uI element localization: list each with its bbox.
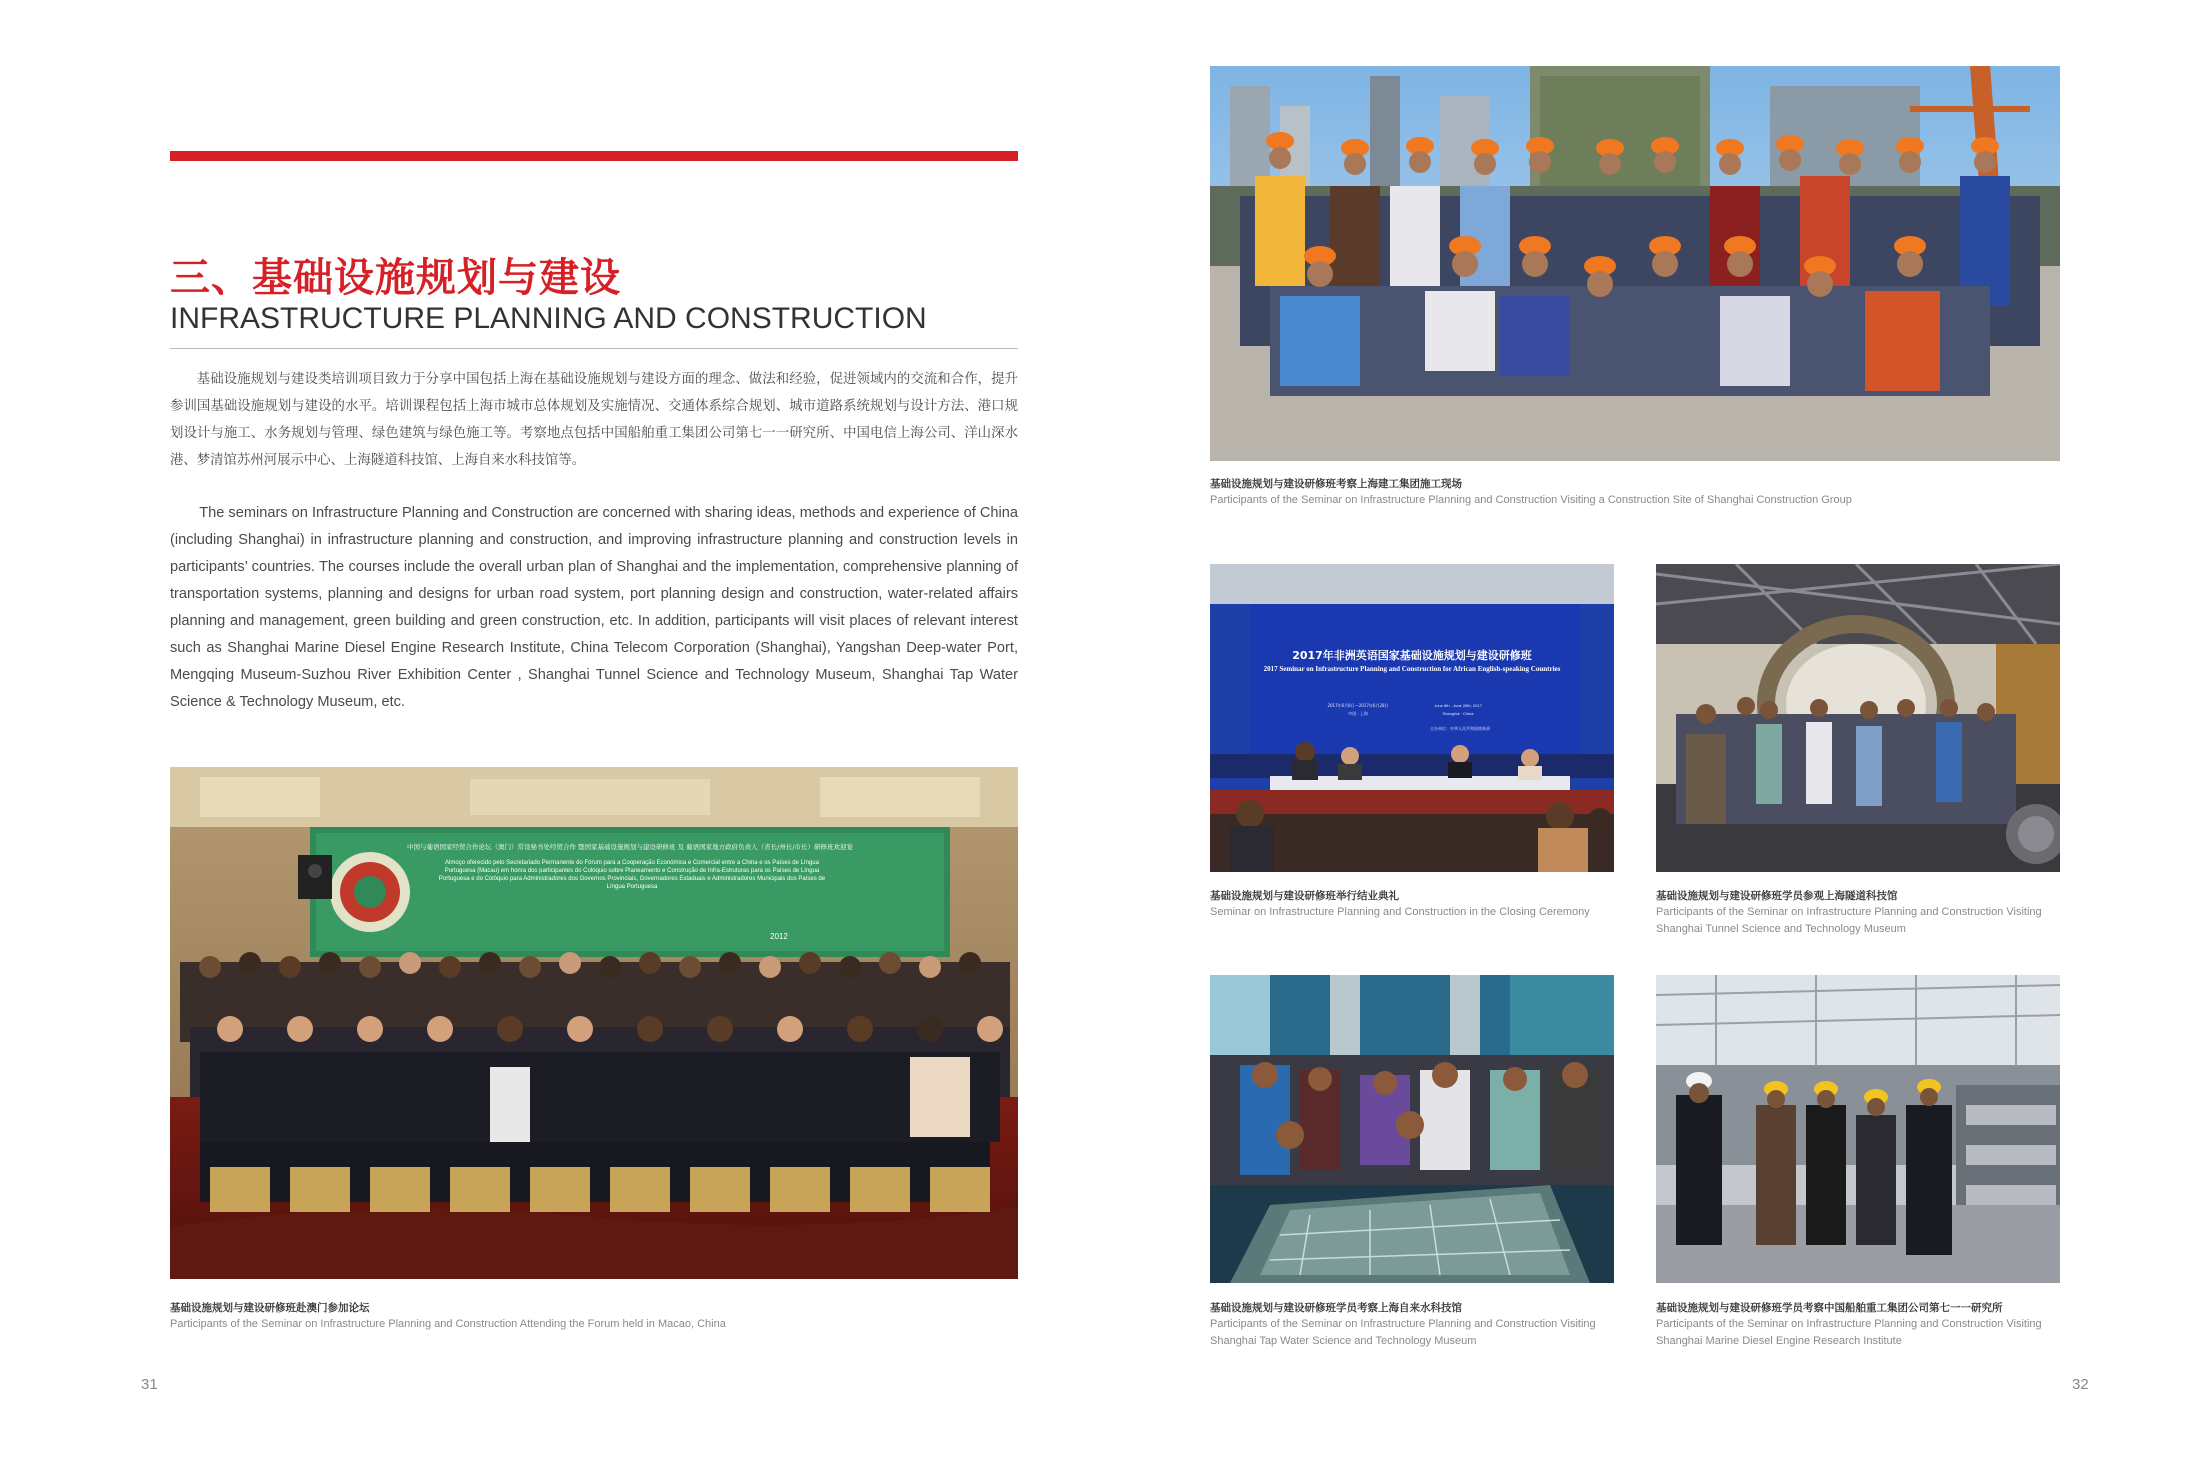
caption-water-cn: 基础设施规划与建设研修班学员考察上海自来水科技馆 <box>1210 1302 1462 1314</box>
tunnel-visitors <box>1676 714 2016 824</box>
caption-diesel-en: Participants of the Seminar on Infrastructure Planning and Construction Visiting Shanghai Marine Diesel Engine Research Institute <box>1656 1318 2042 1347</box>
caption-tunnel-cn: 基础设施规划与建设研修班学员参观上海隧道科技馆 <box>1656 890 1898 902</box>
body-paragraph-cn: 基础设施规划与建设类培训项目致力于分享中国包括上海在基础设施规划与建设方面的理念、做法和经验，促进领域内的交流和合作，提升参训国基础设施规划与建设的水平。培训课程包括上海市城市总体规划及实施情况、交通体系综合规划、城市道路系统规划与设计方法、港口规划设计与施工、水务规划与管理、绿色建筑与绿色施工等。考察地点包括中国船舶重工集团公司第七一一研究所、中国电信上海公司、洋山深水港、梦清馆苏州河展示中心、上海隧道科技馆、上海自来水科技馆等。 <box>170 372 1018 468</box>
caption-ceremony-cn: 基础设施规划与建设研修班举行结业典礼 <box>1210 890 1399 902</box>
page-number-left: 31 <box>141 1376 158 1393</box>
photo-closing-ceremony <box>1210 564 1614 872</box>
caption-ceremony-en: Seminar on Infrastructure Planning and Construction in the Closing Ceremony <box>1210 906 1590 918</box>
caption-macao-en: Participants of the Seminar on Infrastructure Planning and Construction Attending the Forum held in Macao, China <box>170 1318 726 1330</box>
workers-group <box>1240 176 2040 396</box>
photo-macao-forum <box>170 767 1018 1279</box>
accent-red-bar <box>170 151 1018 161</box>
section-title-cn: 三、基础设施规划与建设 <box>170 255 621 301</box>
ceremony-screen-place-cn: 中国 · 上海 <box>1348 711 1368 716</box>
caption-macao-cn: 基础设施规划与建设研修班赴澳门参加论坛 <box>170 1302 370 1314</box>
page-number-right: 32 <box>2072 1376 2089 1393</box>
ceremony-screen-place-en: Shanghai · China <box>1442 711 1474 716</box>
ceremony-screen-date-cn: 2017年6月8日—2017年6月28日 <box>1327 703 1389 708</box>
ceremony-screen-organizer: 主办单位：中华人民共和国商务部 <box>1430 726 1490 731</box>
caption-water-en: Participants of the Seminar on Infrastructure Planning and Construction Visiting Shanghai Tap Water Science and Technology Museum <box>1210 1318 1596 1347</box>
body-paragraph-en: The seminars on Infrastructure Planning and Construction are concerned with sharing ideas, methods and experience of China (including Shanghai) in infrastructure planning and construction, and improving infrastructure planning and construction levels in participants’ countries. The courses include the overall urban plan of Shanghai and the implementation, comprehensive planning of transportation systems, planning and designs for urban road system, port planning design and construction, water-related affairs planning and management, green building and green construction, etc. In addition, participants will visit places of relevant interest such as Shanghai Marine Diesel Engine Research Institute, China Telecom Corporation (Shanghai), Yangshan Deep-water Port, Mengqing Museum-Suzhou River Exhibition Center , Shanghai Tunnel Science and Technology Museum, Shanghai Tap Water Science & Technology Museum, etc. <box>170 505 1018 710</box>
caption-site-cn: 基础设施规划与建设研修班考察上海建工集团施工现场 <box>1210 478 1462 490</box>
ceremony-screen-date-en: June 8th - June 28th, 2017 <box>1434 703 1482 708</box>
caption-site-en: Participants of the Seminar on Infrastructure Planning and Construction Visiting a Construction Site of Shanghai Construction Group <box>1210 494 1852 506</box>
macao-banner-year: 2012 <box>770 932 788 941</box>
title-divider <box>170 348 1018 349</box>
photo-construction-site <box>1210 66 2060 461</box>
section-title-en: INFRASTRUCTURE PLANNING AND CONSTRUCTION <box>170 302 927 335</box>
ceremony-screen-title-cn: 2017年非洲英语国家基础设施规划与建设研修班 <box>1292 649 1532 662</box>
photo-diesel-institute <box>1656 975 2060 1283</box>
caption-tunnel-en: Participants of the Seminar on Infrastructure Planning and Construction Visiting Shanghai Tunnel Science and Technology Museum <box>1656 906 2042 935</box>
macao-banner-cn: 中国与葡语国家经贸合作论坛（澳门）常设秘书处经贸合作 暨国家基础设施规划与建设研修班 及 葡语国家地方政府负责人（省长/州长/市长）研修班欢迎宴 <box>406 843 854 851</box>
diesel-visitors <box>1676 1095 1952 1255</box>
photo-tap-water-museum <box>1210 975 1614 1283</box>
caption-diesel-cn: 基础设施规划与建设研修班学员考察中国船舶重工集团公司第七一一研究所 <box>1656 1302 2003 1314</box>
ceremony-screen-title-en: 2017 Seminar on Infrastructure Planning and Construction for African English-speaking Countries <box>1263 665 1561 673</box>
photo-tunnel-museum <box>1656 564 2060 872</box>
macao-group-people <box>180 952 1010 1202</box>
macao-banner-pt: Almoço oferecido pelo Secretariado Permanente do Fórum para a Cooperação Económica e Comercial entre a China e os Países de Língua Portuguesa (Macau) em honra dos participantes do Colóquio sobre Planeamento e Construção de Infra-Estruturas para os Países de Língua Portuguesa e do Colóquio para Administradores dos Governos Provinciais, Governadores Estaduais e Administradores Municipais dos Países de Língua Portuguesa <box>438 860 826 890</box>
